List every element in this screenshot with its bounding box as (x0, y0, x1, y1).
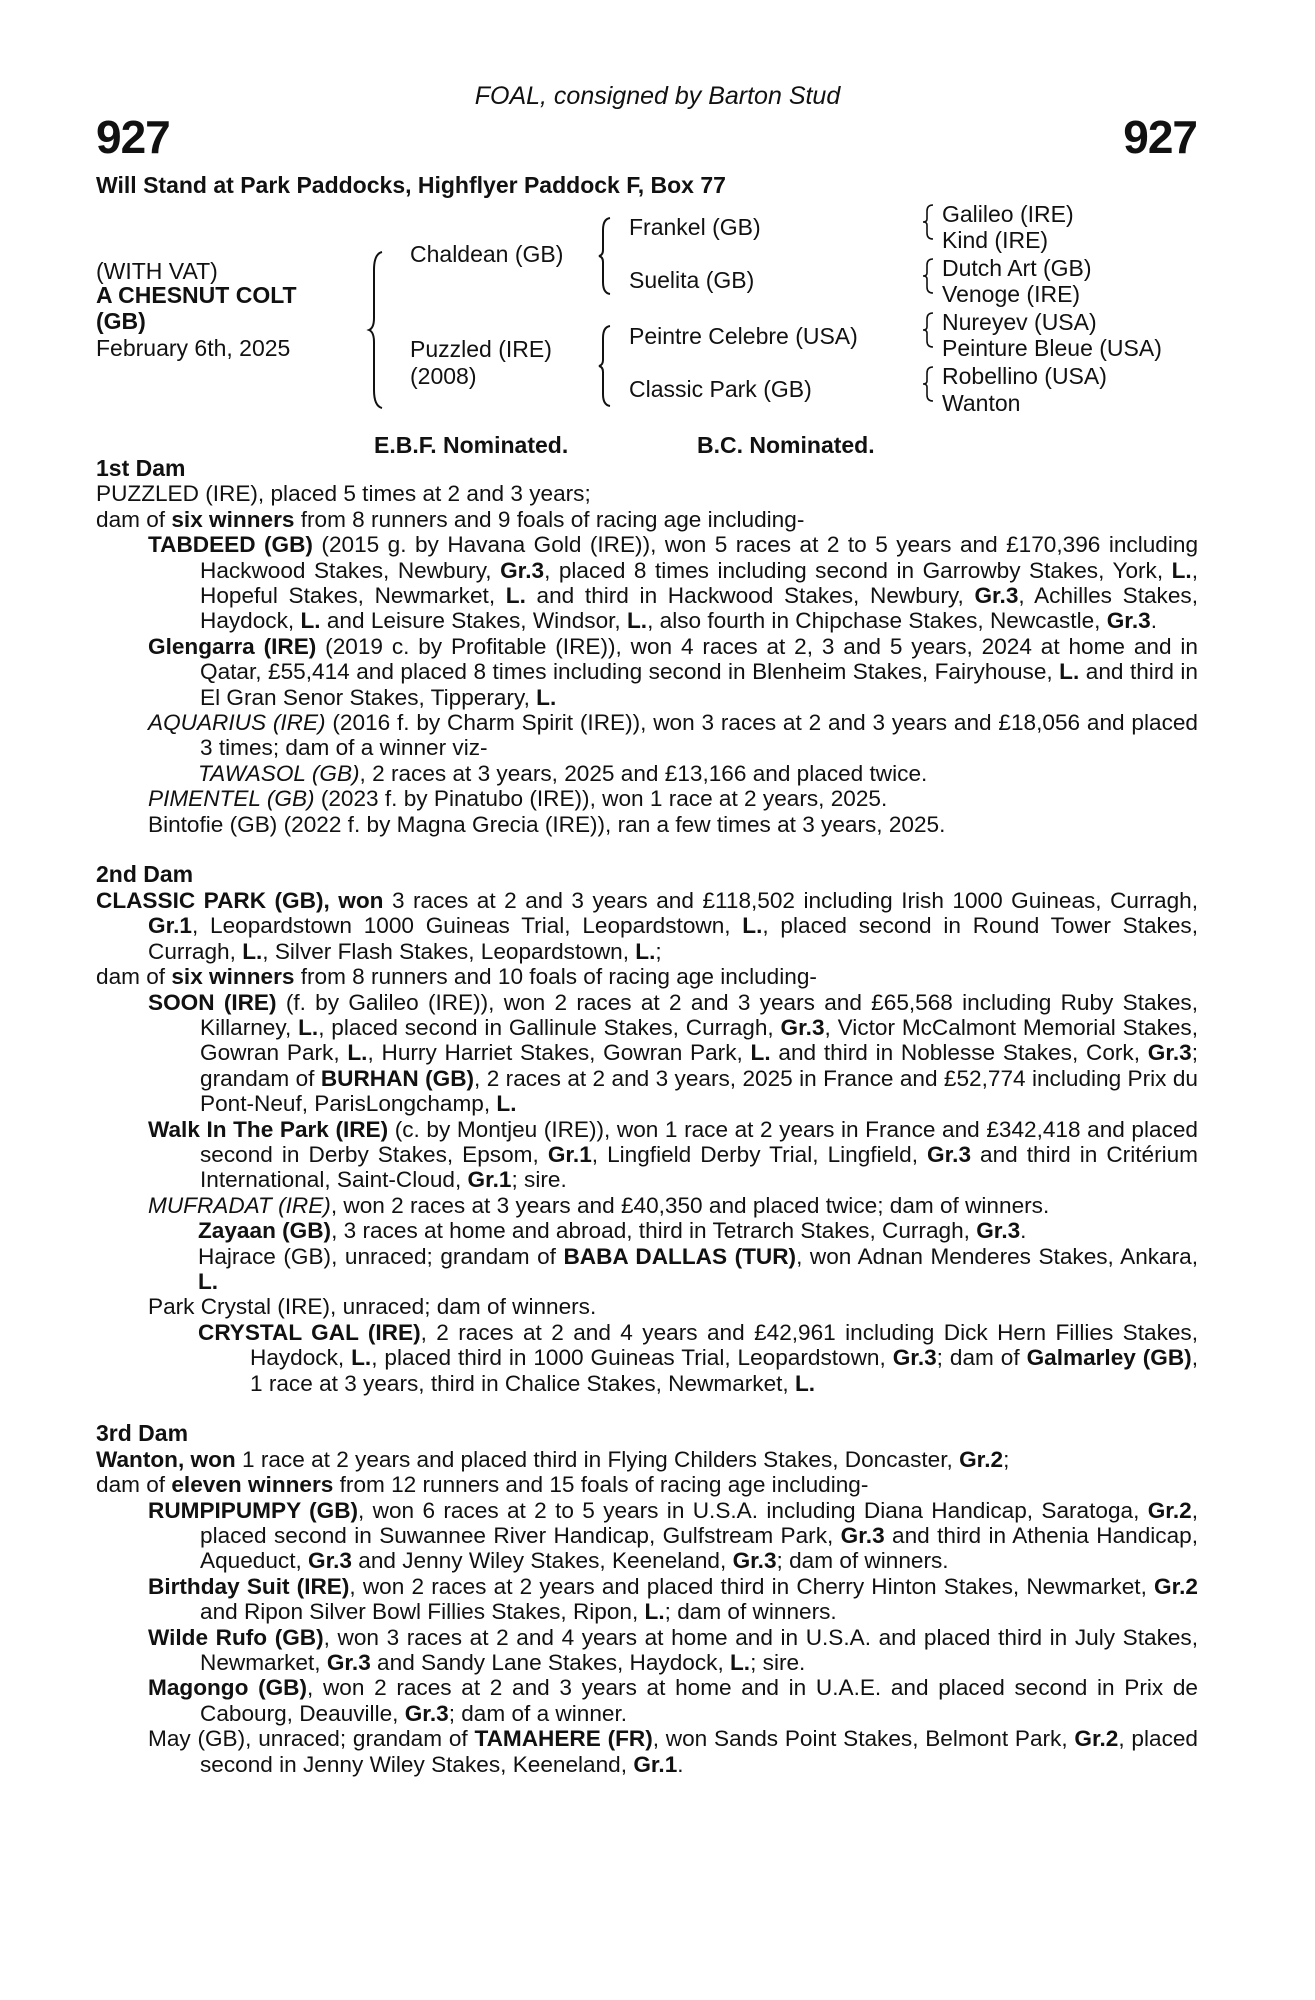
bold-text: Gr.3 (927, 1141, 972, 1167)
pedigree-brace-small (922, 204, 936, 240)
pedigree-paragraph (96, 964, 1198, 989)
text: Bintofie (GB) (2022 f. by Magna Grecia (IRE)), ran a few times at 3 years, 2025. (148, 811, 946, 837)
text: , placed second in Gallinule Stakes, Curragh, (318, 1014, 781, 1040)
text: dam of (96, 964, 172, 990)
bold-text: L. (750, 1040, 771, 1066)
bold-text: Gr.3 (326, 1650, 371, 1676)
bold-text: L. (1171, 557, 1192, 583)
pedigree-paragraph (96, 1244, 1198, 1295)
foal-date: February 6th, 2025 (96, 335, 291, 361)
bold-text: BABA DALLAS (TUR) (563, 1243, 797, 1269)
ebf-nomination: E.B.F. Nominated. (374, 432, 569, 458)
bold-text: Gr.2 (1074, 1726, 1119, 1752)
text: from 8 runners and 10 foals of racing age including- (294, 964, 817, 990)
dam-section (96, 1421, 1198, 1777)
bold-text: L. (351, 1345, 372, 1371)
bold-text: CRYSTAL GAL (IRE) (198, 1319, 421, 1345)
text: ; (1003, 1446, 1010, 1472)
text: ; (655, 938, 662, 964)
bold-text: Gr.3 (500, 557, 545, 583)
pedigree-paragraph (96, 1625, 1198, 1676)
pedigree-paragraph (96, 1675, 1198, 1726)
text: (2015 g. by Havana Gold (IRE)), won 5 races at 2 to 5 years and £170,396 including Hackwood Stakes, Newbury, (200, 532, 1199, 583)
dam-section (96, 456, 1198, 837)
bold-text: Gr.2 (1147, 1497, 1192, 1523)
pedigree-paragraph (96, 1117, 1198, 1193)
text: Hajrace (GB), unraced; grandam of (198, 1243, 564, 1269)
dam-sire: Peintre Celebre (USA) (629, 323, 858, 349)
bold-text: Gr.2 (959, 1446, 1004, 1472)
italic-text: MUFRADAT (IRE) (148, 1192, 331, 1218)
text: and third in Athenia Handicap, Aqueduct, (200, 1523, 1198, 1574)
pedigree-paragraph (96, 1294, 1198, 1319)
text: . (1020, 1218, 1027, 1244)
text: , placed second in Jenny Wiley Stakes, Keeneland, (200, 1726, 1199, 1777)
text: 1 race at 2 years and placed third in Flying Childers Stakes, Doncaster, (235, 1446, 960, 1472)
text: ; dam of (936, 1345, 1027, 1371)
pedigree-paragraph (96, 786, 1198, 811)
bold-text: Gr.3 (976, 1218, 1021, 1244)
section-heading: 1st Dam (96, 455, 186, 481)
text: ; dam of a winner. (448, 1700, 628, 1726)
text: from 8 runners and 9 foals of racing age including- (294, 506, 805, 532)
catalogue-body (96, 456, 1198, 1802)
text: and Ripon Silver Bowl Fillies Stakes, Ripon, (200, 1599, 645, 1625)
pedigree-paragraph (96, 1498, 1198, 1574)
bold-text: L. (536, 684, 557, 710)
bold-text: L. (635, 938, 656, 964)
foal-description: A CHESNUT COLT (96, 282, 297, 308)
text: , Silver Flash Stakes, Leopardstown, (262, 938, 636, 964)
bold-text: L. (298, 1014, 319, 1040)
bold-text: SOON (IRE) (148, 989, 277, 1015)
text: , 2 races at 2 and 4 years and £42,961 including Dick Hern Fillies Stakes, Haydock, (250, 1319, 1199, 1371)
bold-text: L. (644, 1599, 665, 1625)
text: (f. by Galileo (IRE)), won 2 races at 2 and 3 years and £65,568 including Ruby Stakes, Killarney, (200, 989, 1198, 1040)
bold-text: L. (730, 1650, 751, 1676)
third-generation-ancestor: Wanton (942, 390, 1021, 416)
pedigree-paragraph (96, 1574, 1198, 1625)
third-generation-ancestor: Robellino (USA) (942, 363, 1107, 389)
italic-text: TAWASOL (GB) (198, 760, 360, 786)
text: and Leisure Stakes, Windsor, (320, 608, 627, 634)
third-generation-ancestor: Galileo (IRE) (942, 201, 1074, 227)
third-generation-ancestor: Dutch Art (GB) (942, 255, 1092, 281)
third-generation-ancestor: Nureyev (USA) (942, 309, 1097, 335)
text: and third in Critérium International, Saint-Cloud, (200, 1141, 1199, 1193)
bold-text: TABDEED (GB) (148, 532, 313, 558)
pedigree-paragraph (96, 507, 1198, 532)
third-generation-ancestor: Venoge (IRE) (942, 281, 1081, 307)
bold-text: Gr.3 (780, 1014, 825, 1040)
text: . (1150, 608, 1157, 634)
bold-text: Gr.3 (840, 1523, 885, 1549)
bold-text: Zayaan (GB) (198, 1218, 332, 1244)
text: , 2 races at 3 years, 2025 and £13,166 and placed twice. (359, 760, 928, 786)
bold-text: Gr.1 (467, 1167, 512, 1193)
section-heading: 2nd Dam (96, 861, 194, 888)
bold-text: eleven winners (171, 1472, 334, 1498)
text: May (GB), unraced; grandam of (148, 1726, 475, 1752)
bold-text: L. (347, 1040, 368, 1066)
bold-text: BURHAN (GB) (320, 1065, 475, 1091)
text: dam of (96, 506, 172, 532)
text: , won 3 races at 2 and 4 years at home and in U.S.A. and placed third in July Stakes, Newmarket, (200, 1624, 1199, 1676)
text: , Lingfield Derby Trial, Lingfield, (591, 1141, 928, 1167)
text: , placed third in 1000 Guineas Trial, Leopardstown, (371, 1345, 893, 1371)
text: , 2 races at 2 and 3 years, 2025 in France and £52,774 including Prix du Pont-Neuf, ParisLongchamp, (200, 1065, 1198, 1117)
text: , Leopardstown 1000 Guineas Trial, Leopardstown, (191, 913, 743, 939)
text: (2016 f. by Charm Spirit (IRE)), won 3 races at 2 and 3 years and £18,056 and placed 3 times; dam of a winner viz- (200, 710, 1198, 761)
bold-text: Gr.3 (732, 1548, 777, 1574)
bold-text: Gr.1 (547, 1141, 592, 1167)
bold-text: L. (300, 608, 321, 634)
dam-section (96, 862, 1198, 1396)
text: . (677, 1751, 684, 1777)
text: , Hopeful Stakes, Newmarket, (200, 557, 1198, 609)
bold-text: L. (242, 938, 263, 964)
bold-text: L. (1059, 659, 1080, 685)
pedigree-paragraph (96, 481, 1198, 506)
bold-text: Glengarra (IRE) (148, 633, 317, 659)
bold-text: Walk In The Park (IRE) (148, 1116, 389, 1142)
text: , 3 races at home and abroad, third in Tetrarch Stakes, Curragh, (331, 1218, 977, 1244)
text: dam of (96, 1472, 172, 1498)
text: and third in El Gran Senor Stakes, Tipperary, (200, 659, 1198, 710)
pedigree-paragraph (96, 634, 1198, 710)
bold-text: Gr.3 (892, 1345, 937, 1371)
bold-text: L. (795, 1370, 816, 1396)
bold-text: L. (505, 583, 526, 609)
stand-location: Will Stand at Park Paddocks, Highflyer Paddock F, Box 77 (96, 172, 726, 198)
text: (2023 f. by Pinatubo (IRE)), won 1 race at 2 years, 2025. (314, 786, 888, 812)
consignor-line: FOAL, consigned by Barton Stud (474, 82, 841, 110)
text: , won 2 races at 2 years and placed third in Cherry Hinton Stakes, Newmarket, (349, 1573, 1155, 1599)
foal-origin: (GB) (96, 308, 146, 334)
text: , Hurry Harriet Stakes, Gowran Park, (367, 1040, 751, 1066)
bold-text: Gr.3 (404, 1700, 449, 1726)
text: , also fourth in Chipchase Stakes, Newcastle, (647, 608, 1107, 634)
third-generation-ancestor: Peinture Bleue (USA) (942, 335, 1162, 361)
text: Park Crystal (IRE), unraced; dam of winners. (148, 1294, 597, 1320)
bold-text: Gr.3 (308, 1548, 352, 1574)
bold-text: Gr.2 (1154, 1573, 1198, 1599)
vat-note: (WITH VAT) (96, 258, 218, 284)
text: , won Adnan Menderes Stakes, Ankara, (796, 1243, 1198, 1269)
pedigree-paragraph (96, 761, 1198, 786)
italic-text: AQUARIUS (IRE) (148, 710, 326, 736)
text: PUZZLED (IRE), placed 5 times at 2 and 3 years; (96, 481, 591, 507)
text: (2019 c. by Profitable (IRE)), won 4 races at 2, 3 and 5 years, 2024 at home and in Qatar, £55,414 and placed 8 times including second in Blenheim Stakes, Fairyhouse, (200, 633, 1198, 685)
bold-text: TAMAHERE (FR) (474, 1726, 653, 1752)
text: , Victor McCalmont Memorial Stakes, Gowran Park, (200, 1014, 1199, 1066)
bold-text: Gr.1 (633, 1751, 678, 1777)
dam-dam: Classic Park (GB) (629, 376, 812, 402)
bold-text: Wanton, won (96, 1446, 236, 1472)
bold-text: L. (627, 608, 648, 634)
pedigree-paragraph (96, 532, 1198, 634)
bold-text: L. (198, 1268, 219, 1294)
pedigree-brace-3 (598, 324, 614, 408)
dam-year: (2008) (410, 363, 477, 389)
pedigree-brace-2 (598, 216, 614, 296)
text: ; dam of winners. (664, 1599, 837, 1625)
text: and third in Noblesse Stakes, Cork, (770, 1040, 1148, 1066)
pedigree-paragraph (96, 888, 1198, 964)
sire-dam: Suelita (GB) (629, 267, 755, 293)
bold-text: CLASSIC PARK (GB), won (96, 887, 384, 913)
sire: Chaldean (GB) (410, 241, 564, 267)
text: and Sandy Lane Stakes, Haydock, (370, 1650, 730, 1676)
bold-text: Gr.3 (1106, 608, 1151, 634)
sire-sire: Frankel (GB) (629, 214, 761, 240)
text: , 1 race at 3 years, third in Chalice Stakes, Newmarket, (250, 1345, 1198, 1396)
text: (c. by Montjeu (IRE)), won 1 race at 2 years in France and £342,418 and placed second in Derby Stakes, Epsom, (200, 1116, 1198, 1167)
pedigree-brace-small (922, 366, 936, 402)
lot-number-left: 927 (96, 111, 170, 163)
pedigree-paragraph (96, 710, 1198, 761)
pedigree-paragraph (96, 1193, 1198, 1218)
bold-text: L. (742, 913, 763, 939)
bold-text: six winners (171, 964, 295, 990)
pedigree-paragraph (96, 1320, 1198, 1396)
text: , won 2 races at 3 years and £40,350 and placed twice; dam of winners. (330, 1192, 1050, 1218)
bold-text: Magongo (GB) (148, 1675, 308, 1701)
pedigree-brace-small (922, 312, 936, 348)
text: , placed second in Round Tower Stakes, Curragh, (148, 913, 1198, 964)
text: ; sire. (750, 1650, 806, 1676)
italic-text: PIMENTEL (GB) (148, 786, 315, 812)
text: ; grandam of (200, 1040, 1198, 1091)
bold-text: RUMPIPUMPY (GB) (148, 1497, 359, 1523)
pedigree-paragraph (96, 1472, 1198, 1497)
text: 3 races at 2 and 3 years and £118,502 including Irish 1000 Guineas, Curragh, (383, 887, 1199, 913)
bold-text: Birthday Suit (IRE) (148, 1573, 350, 1599)
bold-text: Gr.1 (148, 913, 192, 939)
text: , placed second in Suwannee River Handicap, Gulfstream Park, (200, 1497, 1198, 1549)
bold-text: six winners (171, 506, 295, 532)
third-generation-ancestor: Kind (IRE) (942, 227, 1049, 253)
text: from 12 runners and 15 foals of racing age including- (333, 1472, 869, 1498)
section-heading: 3rd Dam (96, 1420, 189, 1447)
text: , won 6 races at 2 to 5 years in U.S.A. including Diana Handicap, Saratoga, (358, 1497, 1148, 1523)
bold-text: L. (496, 1091, 517, 1117)
text: , won 2 races at 2 and 3 years at home and in U.A.E. and placed second in Prix de Cabourg, Deauville, (200, 1675, 1199, 1726)
text: and Jenny Wiley Stakes, Keeneland, (352, 1548, 733, 1574)
bold-text: Gr.3 (974, 583, 1019, 609)
text: , won Sands Point Stakes, Belmont Park, (652, 1726, 1075, 1752)
pedigree-paragraph (96, 1447, 1198, 1472)
pedigree-paragraph (96, 1726, 1198, 1777)
bold-text: Wilde Rufo (GB) (148, 1624, 324, 1650)
bold-text: Galmarley (GB) (1026, 1345, 1192, 1371)
lot-number-right: 927 (1123, 111, 1197, 163)
dam: Puzzled (IRE) (410, 336, 552, 362)
bc-nomination: B.C. Nominated. (697, 432, 875, 458)
pedigree-paragraph (96, 1218, 1198, 1243)
text: , placed 8 times including second in Garrowby Stakes, York, (544, 557, 1172, 583)
pedigree-paragraph (96, 812, 1198, 837)
text: and third in Hackwood Stakes, Newbury, (525, 583, 975, 609)
text: , Achilles Stakes, Haydock, (200, 583, 1198, 634)
text: ; sire. (511, 1167, 567, 1193)
pedigree-paragraph (96, 990, 1198, 1117)
text: ; dam of winners. (776, 1548, 949, 1574)
pedigree-brace-1 (368, 250, 388, 410)
pedigree-brace-small (922, 258, 936, 294)
bold-text: Gr.3 (1147, 1040, 1192, 1066)
